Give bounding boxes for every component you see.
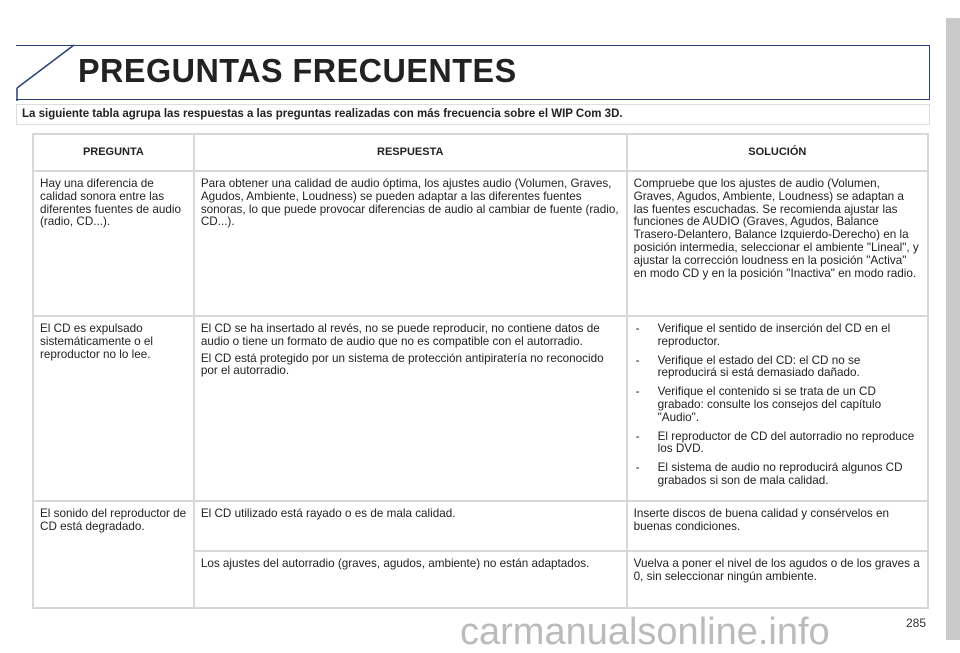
solution-cell xyxy=(627,316,928,501)
table-header-row xyxy=(33,134,928,171)
table-row xyxy=(33,171,928,316)
page-title: PREGUNTAS FRECUENTES xyxy=(78,52,517,89)
question-cell: El CD es expulsado sistemáticamente o el reproductor no lo lee. xyxy=(33,316,194,501)
answer-cell: Los ajustes del autorradio (graves, agudos, ambiente) no están adaptados. xyxy=(194,551,627,608)
solution-item: - Verifique el contenido si se trata de un CD grabado: consulte los consejos del capítulo "Audio". xyxy=(634,386,921,424)
question-cell: Hay una diferencia de calidad sonora entre las diferentes fuentes de audio (radio, CD...). xyxy=(33,171,194,316)
question-cell: El sonido del reproductor de CD está degradado. xyxy=(33,501,194,608)
solution-cell: Inserte discos de buena calidad y consérvelos en buenas condiciones. xyxy=(627,501,928,551)
page-number: 285 xyxy=(906,616,927,630)
answer-cell xyxy=(194,316,627,501)
header-respuesta: RESPUESTA xyxy=(194,134,627,171)
answer-text: El CD está protegido por un sistema de protección antipiratería no reconocido por el autorradio. xyxy=(200,351,604,378)
header-solucion: SOLUCIÓN xyxy=(627,134,928,171)
solution-item: - Verifique el sentido de inserción del CD en el reproductor. xyxy=(634,323,921,349)
solution-cell: Compruebe que los ajustes de audio (Volumen, Graves, Agudos, Ambiente, Loudness) se adaptan a las fuentes escuchadas. Se recomienda ajustar las funciones de AUDIO (Graves, Agudos, Balance Trasero-Delantero, Balance Izquierdo-Derecho) en la posición intermedia, seleccionar el ambiente "Lineal", y ajustar la corrección loudness en la posición "Activa" en modo CD y en la posición "Inactiva" en modo radio. xyxy=(627,171,928,316)
header-pregunta: PREGUNTA xyxy=(33,134,194,171)
answer-cell xyxy=(194,171,627,316)
faq-table xyxy=(32,133,929,609)
side-bar xyxy=(946,18,960,640)
answer-cell: El CD utilizado está rayado o es de mala calidad. xyxy=(194,501,627,551)
answer-text: El CD se ha insertado al revés, no se puede reproducir, no contiene datos de audio o tiene un formato de audio que no es compatible con el autorradio. xyxy=(200,322,600,348)
watermark: carmanualsonline.info xyxy=(460,611,830,653)
solution-item: - El sistema de audio no reproducirá algunos CD grabados si son de mala calidad. xyxy=(634,462,921,488)
title-slant-decoration xyxy=(16,44,76,101)
solution-item: - El reproductor de CD del autorradio no reproduce los DVD. xyxy=(634,431,921,457)
intro-text: La siguiente tabla agrupa las respuestas a las preguntas realizadas con más frecuencia sobre el WIP Com 3D. xyxy=(16,104,930,125)
table-row xyxy=(33,501,928,551)
answer-text: Para obtener una calidad de audio óptima, los ajustes audio (Volumen, Graves, Agudos, Ambiente, Loudness) se pueden adaptar a las diferentes fuentes sonoras, lo que puede provocar diferencias de audio al cambiar de fuente (radio, CD...). xyxy=(200,177,619,229)
table-row xyxy=(33,316,928,501)
solution-cell: Vuelva a poner el nivel de los agudos o de los graves a 0, sin seleccionar ningún ambiente. xyxy=(627,551,928,608)
solution-item: - Verifique el estado del CD: el CD no se reproducirá si está demasiado dañado. xyxy=(634,355,921,381)
